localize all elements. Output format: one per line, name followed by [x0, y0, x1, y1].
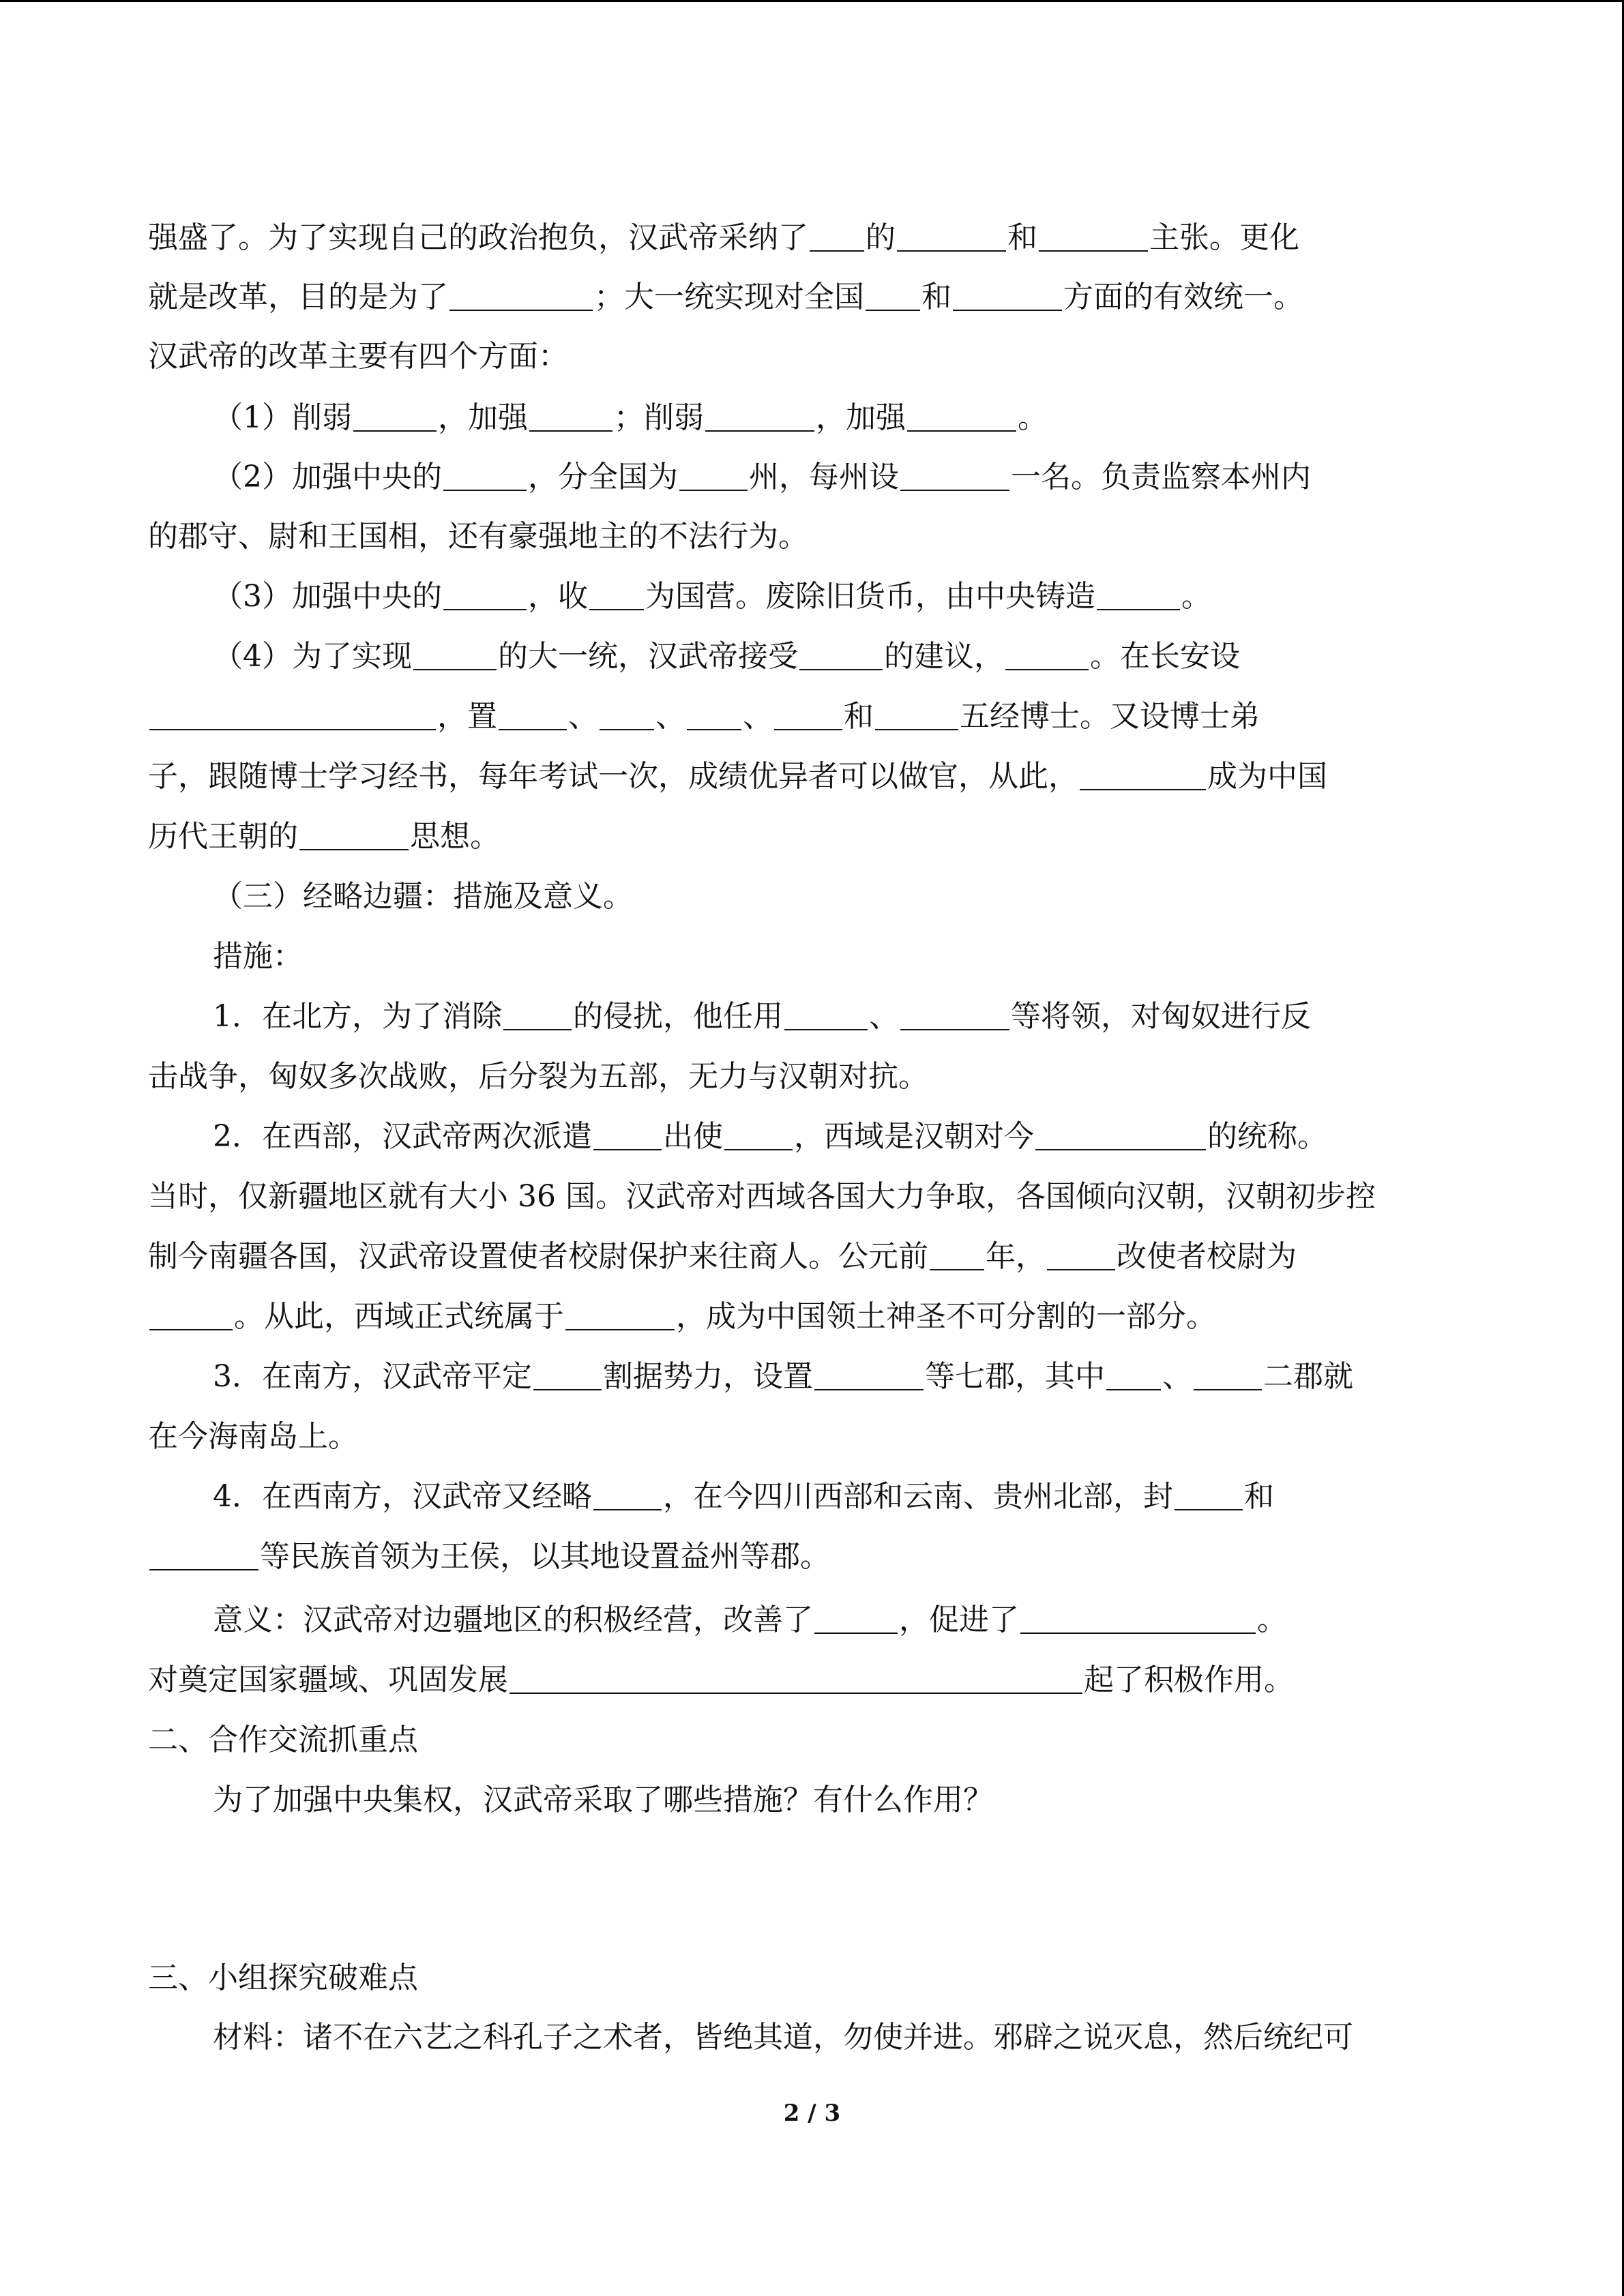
text-segment: 改使者校尉为	[1117, 1239, 1297, 1274]
text-segment: 州，每州设	[749, 460, 899, 494]
text-line	[148, 1416, 1478, 1457]
text-segment: 思想。	[410, 819, 500, 854]
text-line	[148, 218, 1478, 258]
text-segment: 。从此，西域正式统属于	[234, 1299, 564, 1334]
text-segment: ，促进了	[899, 1602, 1019, 1637]
text-segment: 的统称。	[1207, 1119, 1327, 1154]
fill-blank[interactable]	[1020, 1602, 1256, 1634]
text-segment: ，西域是汉朝对今	[794, 1119, 1034, 1154]
text-segment: 起了积极作用。	[1084, 1663, 1294, 1697]
text-segment: 等民族首领为王侯，以其地设置益州等郡。	[260, 1539, 830, 1574]
text-line	[148, 1356, 1543, 1397]
fill-blank[interactable]	[1047, 1239, 1115, 1270]
fill-blank[interactable]	[679, 460, 748, 491]
text-segment: 子，跟随博士学习经书，每年考试一次，成绩优异者可以做官，从此，	[148, 759, 1078, 794]
text-segment: 汉武帝的改革主要有四个方面：	[148, 339, 568, 374]
fill-blank[interactable]	[449, 280, 593, 311]
text-line	[148, 636, 1543, 677]
text-segment: ，加强	[816, 400, 906, 435]
text-line	[148, 1236, 1478, 1277]
text-segment: 出使	[663, 1119, 723, 1154]
text-segment: 等将领，对匈奴进行反	[1011, 999, 1311, 1034]
text-line	[148, 1296, 1478, 1337]
fill-blank[interactable]	[149, 1539, 259, 1570]
text-line	[148, 1056, 1478, 1097]
fill-blank[interactable]	[705, 400, 814, 432]
text-segment: 意义：汉武帝对边疆地区的积极经营，改善了	[213, 1602, 813, 1637]
text-segment: 击战争，匈奴多次战败，后分裂为五部，无力与汉朝对抗。	[148, 1059, 928, 1094]
fill-blank[interactable]	[510, 1663, 1082, 1694]
text-line	[148, 398, 1543, 438]
fill-blank[interactable]	[875, 699, 958, 730]
fill-blank[interactable]	[149, 699, 436, 730]
text-segment: 、	[568, 699, 598, 734]
text-line	[148, 1176, 1478, 1217]
text-segment: 制今南疆各国，汉武帝设置使者校尉保护来往商人。公元前	[148, 1239, 928, 1274]
fill-blank[interactable]	[565, 1299, 675, 1330]
text-segment: 三、小组探究破难点	[148, 1960, 418, 1995]
text-line	[148, 756, 1478, 797]
text-segment: 为了加强中央集权，汉武帝采取了哪些措施？有什么作用？	[213, 1783, 993, 1817]
fill-blank[interactable]	[866, 280, 920, 311]
text-segment: 强盛了。为了实现自己的政治抱负，汉武帝采纳了	[148, 220, 808, 255]
text-segment: 二、合作交流抓重点	[148, 1723, 418, 1757]
text-line	[148, 996, 1543, 1037]
fill-blank[interactable]	[900, 999, 1009, 1030]
text-line	[148, 336, 1478, 377]
text-segment: 等七郡，其中	[925, 1359, 1105, 1394]
text-segment: ；大一统实现对全国	[594, 280, 864, 314]
fill-blank[interactable]	[774, 699, 842, 730]
fill-blank[interactable]	[1106, 1359, 1161, 1390]
fill-blank[interactable]	[1175, 1479, 1243, 1510]
fill-blank[interactable]	[413, 639, 497, 670]
text-segment: 二郡就	[1263, 1359, 1353, 1394]
section-heading	[148, 1958, 1478, 1999]
text-segment: 历代王朝的	[148, 819, 298, 854]
material-line	[148, 2017, 1543, 2058]
text-line	[148, 816, 1478, 857]
text-segment: 、	[743, 699, 773, 734]
text-segment: 4．在西南方，汉武帝又经略	[213, 1479, 592, 1514]
text-segment: 对奠定国家疆域、巩固发展	[148, 1663, 508, 1697]
text-line	[148, 1660, 1478, 1701]
text-segment: 当时，仅新疆地区就有大小 36 国。汉武帝对西域各国大力争取，各国倾向汉朝，汉朝初步控	[148, 1179, 1376, 1214]
text-segment: 。在长安设	[1090, 639, 1240, 674]
text-segment: 就是改革，目的是为了	[148, 280, 448, 314]
fill-blank[interactable]	[443, 579, 527, 610]
text-segment: 3．在南方，汉武帝平定	[213, 1359, 532, 1394]
text-segment: 成为中国	[1207, 759, 1327, 794]
text-line	[148, 457, 1543, 498]
text-line	[148, 696, 1478, 737]
text-segment: 、	[1162, 1359, 1192, 1394]
text-segment: 措施：	[213, 939, 303, 974]
fill-blank[interactable]	[724, 1119, 793, 1150]
text-line	[148, 277, 1478, 318]
fill-blank[interactable]	[353, 400, 437, 432]
text-segment: 和	[1244, 1479, 1274, 1514]
text-segment: 材料：诸不在六艺之科孔子之术者，皆绝其道，勿使并进。邪辟之说灭息，然后统纪可	[213, 2020, 1353, 2055]
text-segment: ，成为中国领土神圣不可分割的一部分。	[676, 1299, 1216, 1334]
question-line	[148, 1780, 1543, 1821]
text-segment: 。	[1181, 579, 1211, 614]
text-segment: 的郡守、尉和王国相，还有豪强地主的不法行为。	[148, 519, 808, 554]
text-segment: 和	[921, 280, 951, 314]
text-segment: 的建议，	[884, 639, 1004, 674]
fill-blank[interactable]	[589, 579, 644, 610]
section-heading	[148, 1720, 1478, 1761]
text-line	[148, 576, 1543, 617]
fill-blank[interactable]	[600, 699, 654, 730]
text-segment: ；削弱	[614, 400, 704, 435]
text-segment: ，在今四川西部和云南、贵州北部，封	[663, 1479, 1173, 1514]
fill-blank[interactable]	[593, 1119, 662, 1150]
fill-blank[interactable]	[900, 460, 1009, 491]
fill-blank[interactable]	[1035, 1119, 1206, 1150]
text-segment: 、	[655, 699, 685, 734]
text-segment: ，置	[437, 699, 497, 734]
text-segment: 的侵扰，他任用	[573, 999, 783, 1034]
text-line	[148, 1116, 1543, 1157]
fill-blank[interactable]	[814, 1602, 898, 1634]
text-segment: （2）加强中央的	[213, 460, 442, 494]
text-segment: 、	[869, 999, 899, 1034]
text-line	[148, 1476, 1543, 1517]
text-segment: 主张。更化	[1149, 220, 1299, 255]
section-heading	[148, 876, 1543, 917]
text-segment: 1．在北方，为了消除	[213, 999, 502, 1034]
page-number: 2 / 3	[783, 2100, 841, 2127]
text-segment: 五经博士。又设博士弟	[960, 699, 1260, 734]
text-segment: 一名。负责监察本州内	[1011, 460, 1311, 494]
fill-blank[interactable]	[1080, 759, 1206, 790]
fill-blank[interactable]	[299, 819, 409, 850]
text-segment: （1）削弱	[213, 400, 352, 435]
fill-blank[interactable]	[897, 220, 1006, 252]
text-segment: 。	[1018, 400, 1048, 435]
text-segment: ，加强	[438, 400, 528, 435]
fill-blank[interactable]	[930, 1239, 984, 1270]
text-segment: （4）为了实现	[213, 639, 412, 674]
text-segment: 方面的有效统一。	[1063, 280, 1303, 314]
fill-blank[interactable]	[687, 699, 741, 730]
text-line	[148, 936, 1543, 977]
text-segment: 的	[866, 220, 896, 255]
fill-blank[interactable]	[593, 1479, 662, 1510]
text-segment: （3）加强中央的	[213, 579, 442, 614]
fill-blank[interactable]	[529, 400, 612, 432]
text-segment: ，收	[528, 579, 588, 614]
fill-blank[interactable]	[953, 280, 1062, 311]
fill-blank[interactable]	[503, 999, 572, 1030]
fill-blank[interactable]	[443, 460, 527, 491]
text-segment: 在今海南岛上。	[148, 1419, 358, 1454]
fill-blank[interactable]	[149, 1299, 233, 1330]
text-segment: （三）经略边疆：措施及意义。	[213, 879, 633, 914]
text-segment: 。	[1257, 1602, 1287, 1637]
text-segment: 2．在西部，汉武帝两次派遣	[213, 1119, 592, 1154]
fill-blank[interactable]	[814, 1359, 924, 1390]
fill-blank[interactable]	[533, 1359, 602, 1390]
fill-blank[interactable]	[1005, 639, 1089, 670]
text-segment: 和	[844, 699, 874, 734]
fill-blank[interactable]	[1194, 1359, 1262, 1390]
text-line	[148, 1536, 1478, 1577]
text-segment: 的大一统，汉武帝接受	[498, 639, 798, 674]
fill-blank[interactable]	[784, 999, 868, 1030]
fill-blank[interactable]	[907, 400, 1016, 432]
text-segment: 年，	[986, 1239, 1046, 1274]
text-segment: 和	[1007, 220, 1037, 255]
fill-blank[interactable]	[1097, 579, 1180, 610]
text-segment: 割据势力，设置	[603, 1359, 813, 1394]
text-line	[148, 516, 1478, 557]
fill-blank[interactable]	[799, 639, 883, 670]
fill-blank[interactable]	[499, 699, 567, 730]
text-line	[148, 1600, 1543, 1641]
text-segment: 为国营。废除旧货币，由中央铸造	[645, 579, 1095, 614]
text-segment: ，分全国为	[528, 460, 678, 494]
fill-blank[interactable]	[1039, 220, 1148, 252]
fill-blank[interactable]	[810, 220, 864, 252]
